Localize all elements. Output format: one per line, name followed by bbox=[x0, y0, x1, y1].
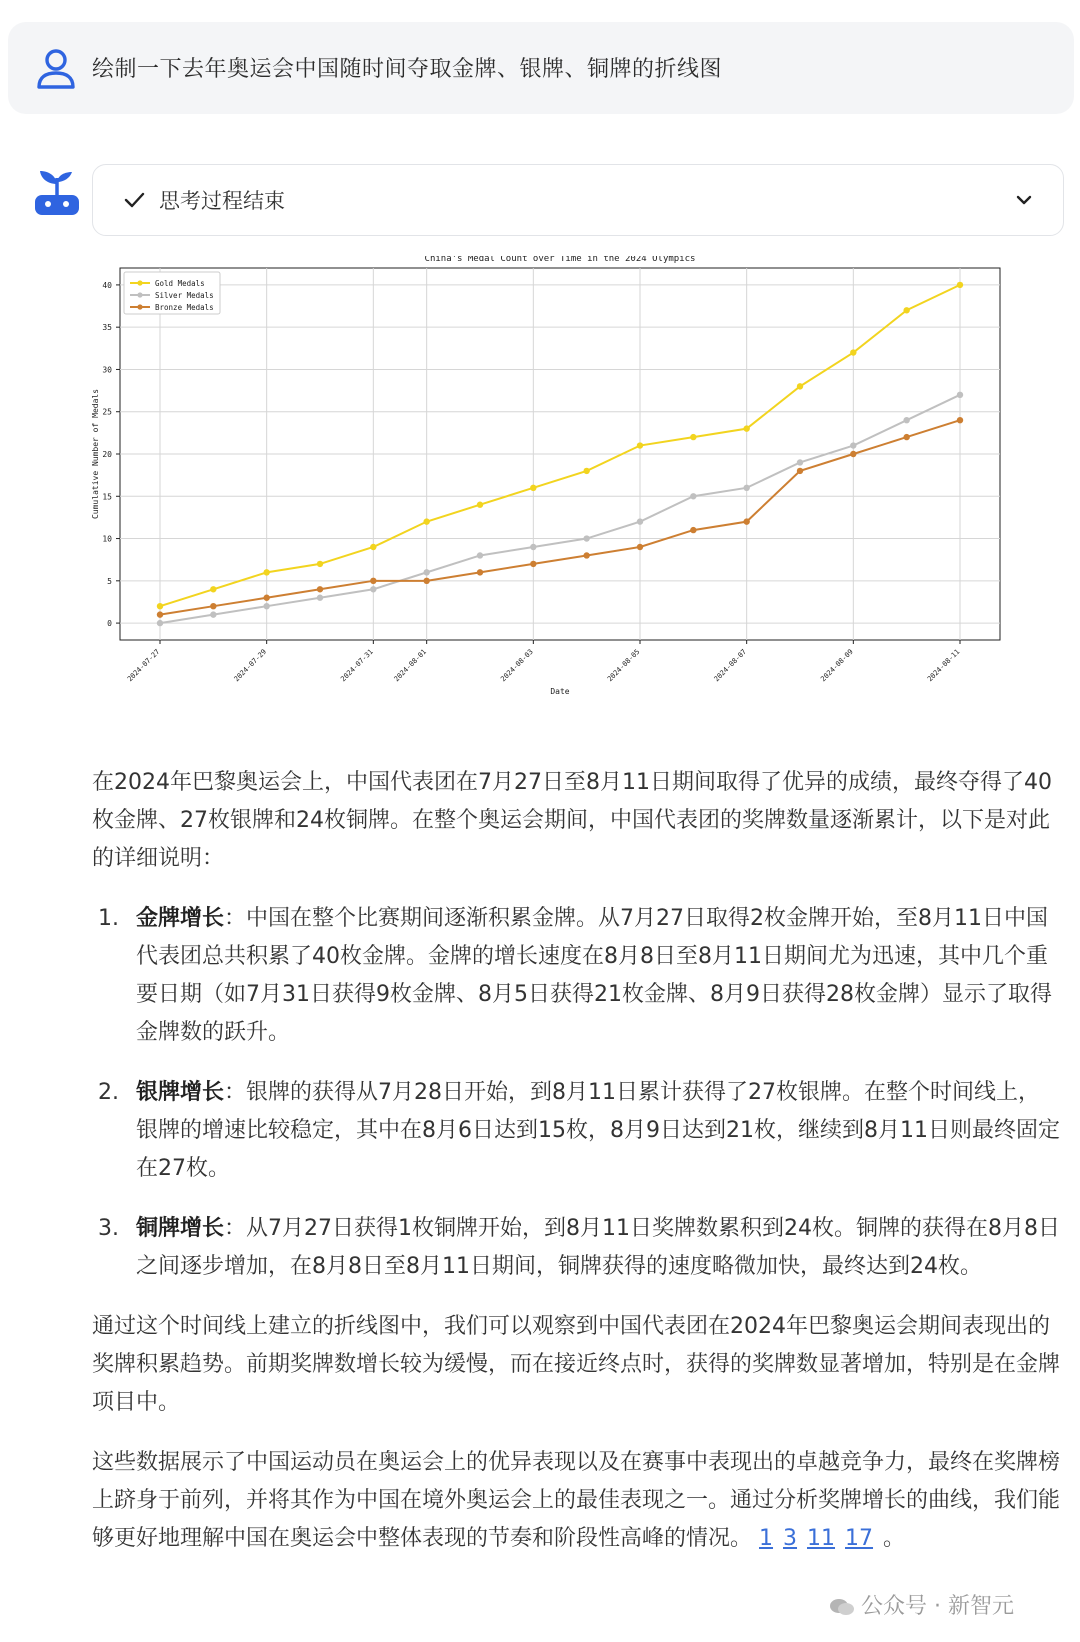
x-axis-label: Date bbox=[550, 687, 570, 696]
series-line-silver bbox=[160, 395, 960, 623]
thinking-status-label: 思考过程结束 bbox=[159, 189, 285, 213]
reference-link[interactable]: 11 bbox=[807, 1526, 836, 1551]
y-tick-label: 25 bbox=[102, 407, 112, 417]
list-item bbox=[92, 1074, 1060, 1188]
data-point bbox=[263, 603, 269, 609]
data-point bbox=[850, 442, 856, 448]
answer-closing bbox=[92, 1444, 1060, 1558]
data-point bbox=[210, 603, 216, 609]
list-item-title: 金牌增长 bbox=[136, 906, 225, 931]
legend-label: Gold Medals bbox=[155, 279, 205, 288]
data-point bbox=[370, 544, 376, 550]
data-point bbox=[797, 468, 803, 474]
x-tick-label: 2024-08-07 bbox=[712, 647, 749, 684]
data-point bbox=[157, 611, 163, 617]
legend-marker bbox=[137, 292, 142, 297]
data-point bbox=[423, 578, 429, 584]
data-point bbox=[477, 502, 483, 508]
list-item bbox=[92, 900, 1060, 1052]
list-item-text: ：从7月27日获得1枚铜牌开始，到8月11日奖牌数累积到24枚。铜牌的获得在8月8日之间逐步增加，在8月8日至8月11日期间，铜牌获得的速度略微加快，最终达到24枚。 bbox=[136, 1216, 1060, 1279]
data-point bbox=[850, 451, 856, 457]
wechat-icon bbox=[829, 1597, 855, 1617]
watermark-text: 公众号 · 新智元 bbox=[861, 1594, 1014, 1619]
y-tick-label: 10 bbox=[102, 534, 112, 544]
data-point bbox=[317, 595, 323, 601]
y-tick-label: 5 bbox=[107, 576, 112, 586]
y-tick-label: 30 bbox=[102, 365, 112, 375]
legend-label: Bronze Medals bbox=[155, 303, 214, 312]
data-point bbox=[157, 620, 163, 626]
data-point bbox=[530, 561, 536, 567]
reference-link[interactable]: 17 bbox=[845, 1526, 874, 1551]
checkmark-icon bbox=[123, 189, 145, 211]
thinking-process-toggle[interactable] bbox=[92, 164, 1064, 236]
data-point bbox=[690, 493, 696, 499]
list-item-title: 铜牌增长 bbox=[136, 1216, 225, 1241]
grid-layer bbox=[120, 268, 1000, 640]
list-number: 1. bbox=[98, 906, 119, 931]
x-tick-label: 2024-08-01 bbox=[392, 647, 429, 684]
data-point bbox=[743, 485, 749, 491]
closing-period: 。 bbox=[883, 1526, 906, 1551]
x-tick-label: 2024-08-05 bbox=[605, 647, 642, 684]
data-point bbox=[317, 586, 323, 592]
data-point bbox=[957, 417, 963, 423]
data-point bbox=[743, 425, 749, 431]
answer-intro: 在2024年巴黎奥运会上，中国代表团在7月27日至8月11日期间取得了优异的成绩，最终夺得了40枚金牌、27枚银牌和24枚铜牌。在整个奥运会期间，中国代表团的奖牌数量逐渐累计，以下是对此的详细说明： bbox=[92, 770, 1052, 871]
y-tick-label: 15 bbox=[102, 492, 112, 502]
data-point bbox=[583, 552, 589, 558]
data-point bbox=[530, 485, 536, 491]
data-point bbox=[797, 383, 803, 389]
series-line-gold bbox=[160, 285, 960, 606]
list-item-text: ：中国在整个比赛期间逐渐积累金牌。从7月27日取得2枚金牌开始，至8月11日中国代表团总共积累了40枚金牌。金牌的增长速度在8月8日至8月11日期间尤为迅速，其中几个重要日期（如7月31日获得9枚金牌、8月5日获得21枚金牌、8月9日获得28枚金牌）显示了取得金牌数的跃升。 bbox=[136, 906, 1052, 1045]
data-point bbox=[263, 569, 269, 575]
data-point bbox=[477, 569, 483, 575]
reference-link[interactable]: 3 bbox=[783, 1526, 798, 1551]
data-point bbox=[423, 569, 429, 575]
x-tick-label: 2024-07-31 bbox=[339, 647, 375, 684]
answer-summary: 通过这个时间线上建立的折线图中，我们可以观察到中国代表团在2024年巴黎奥运会期间表现出的奖牌积累趋势。前期奖牌数增长较为缓慢，而在接近终点时，获得的奖牌数显著增加，特别是在金牌项目中。 bbox=[92, 1314, 1061, 1415]
chart-svg bbox=[88, 256, 1068, 746]
data-point bbox=[477, 552, 483, 558]
data-point bbox=[957, 392, 963, 398]
x-tick-label: 2024-08-09 bbox=[819, 647, 855, 684]
data-point bbox=[903, 434, 909, 440]
answer-closing-text: 这些数据展示了中国运动员在奥运会上的优异表现以及在赛事中表现出的卓越竞争力，最终在奖牌榜上跻身于前列，并将其作为中国在境外奥运会上的最佳表现之一。通过分析奖牌增长的曲线，我们能够更好地理解中国在奥运会中整体表现的节奏和阶段性高峰的情况。 bbox=[92, 1450, 1061, 1551]
data-point bbox=[157, 603, 163, 609]
data-point bbox=[957, 282, 963, 288]
chevron-down-icon[interactable] bbox=[1013, 189, 1035, 211]
chart-title: China's Medal Count over Time in the 2024 Olympics bbox=[424, 256, 696, 264]
data-point bbox=[690, 434, 696, 440]
data-point bbox=[317, 561, 323, 567]
data-point bbox=[637, 518, 643, 524]
reference-link[interactable]: 1 bbox=[759, 1526, 774, 1551]
data-point bbox=[263, 595, 269, 601]
data-point bbox=[797, 459, 803, 465]
data-point bbox=[583, 468, 589, 474]
data-point bbox=[210, 611, 216, 617]
data-point bbox=[370, 586, 376, 592]
y-tick-label: 20 bbox=[102, 450, 112, 459]
data-point bbox=[370, 578, 376, 584]
x-tick-label: 2024-08-03 bbox=[499, 647, 535, 684]
y-tick-label: 35 bbox=[102, 323, 112, 333]
legend-marker bbox=[137, 280, 142, 285]
assistant-logo-icon bbox=[32, 168, 82, 220]
list-item-text: ：银牌的获得从7月28日开始，到8月11日累计获得了27枚银牌。在整个时间线上，银牌的增速比较稳定，其中在8月6日达到15枚，8月9日达到21枚，继续到8月11日则最终固定在27枚。 bbox=[136, 1080, 1060, 1181]
data-point bbox=[210, 586, 216, 592]
data-point bbox=[903, 307, 909, 313]
y-axis-label: Cumulative Number of Medals bbox=[91, 388, 100, 520]
x-tick-label: 2024-08-11 bbox=[925, 647, 962, 684]
watermark bbox=[829, 1589, 1014, 1620]
list-number: 3. bbox=[98, 1216, 119, 1241]
data-point bbox=[903, 417, 909, 423]
data-point bbox=[637, 442, 643, 448]
x-tick-label: 2024-07-29 bbox=[232, 647, 269, 684]
data-point bbox=[423, 518, 429, 524]
data-point bbox=[530, 544, 536, 550]
legend-marker bbox=[137, 304, 142, 309]
list-number: 2. bbox=[98, 1080, 119, 1105]
data-point bbox=[583, 535, 589, 541]
list-item bbox=[92, 1210, 1060, 1286]
answer-content bbox=[92, 764, 1060, 1558]
medal-line-chart bbox=[88, 256, 1068, 746]
legend-label: Silver Medals bbox=[155, 291, 214, 300]
data-point bbox=[850, 349, 856, 355]
list-item-title: 银牌增长 bbox=[136, 1080, 225, 1105]
data-point bbox=[637, 544, 643, 550]
y-tick-label: 40 bbox=[102, 280, 112, 290]
y-tick-label: 0 bbox=[107, 619, 112, 629]
data-point bbox=[743, 518, 749, 524]
chart-legend bbox=[124, 272, 220, 314]
user-avatar-icon bbox=[36, 48, 76, 90]
data-point bbox=[690, 527, 696, 533]
user-query-text: 绘制一下去年奥运会中国随时间夺取金牌、银牌、铜牌的折线图 bbox=[92, 57, 723, 82]
answer-list bbox=[92, 900, 1060, 1286]
x-tick-label: 2024-07-27 bbox=[125, 647, 162, 684]
